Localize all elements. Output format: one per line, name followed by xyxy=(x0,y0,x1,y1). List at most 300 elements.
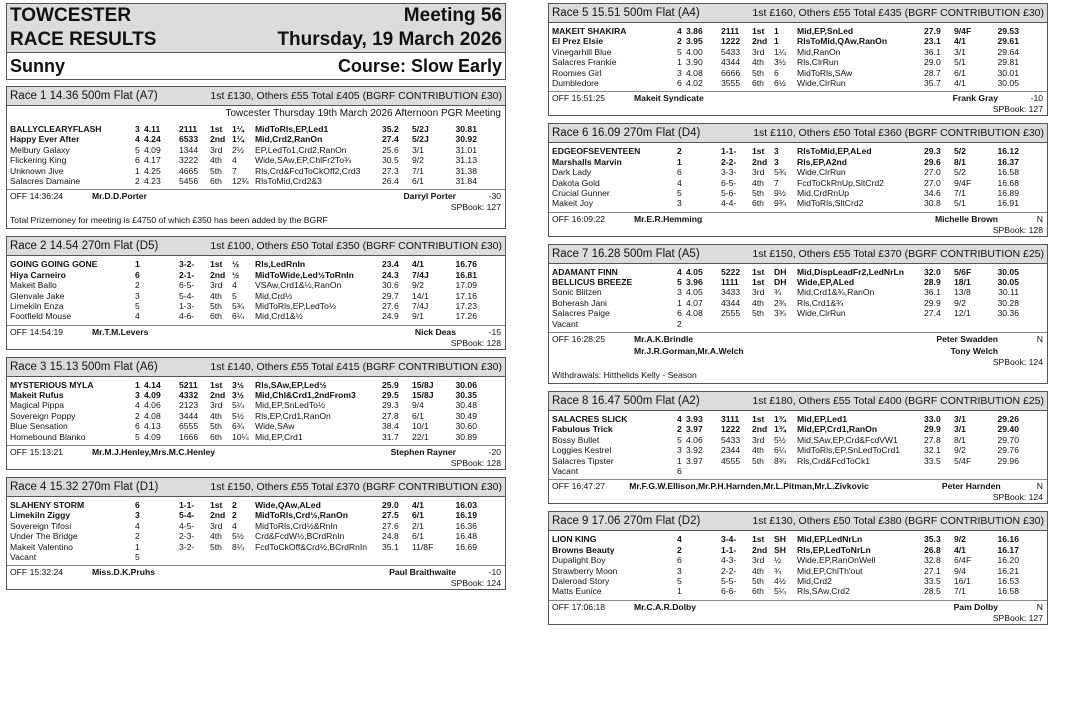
runner-time: 31.84 xyxy=(455,175,477,186)
runner-weight xyxy=(686,566,721,576)
runner-sp: 5/6F xyxy=(954,266,972,277)
runner-sp: 3/1 xyxy=(954,424,966,435)
runner-trap: 5 xyxy=(135,300,140,311)
runner-trap: 6 xyxy=(677,308,682,319)
runner-distance: ½ xyxy=(232,259,240,270)
runner-sectionals: 4344 xyxy=(721,57,741,68)
off-time: OFF 17:06:18 xyxy=(552,601,606,612)
runner-trap: 6 xyxy=(135,421,140,432)
runner-finish: 3rd xyxy=(752,46,765,57)
runner-row xyxy=(10,259,502,269)
forecast: -10 xyxy=(488,567,501,578)
runner-sectionals: 1-1- xyxy=(721,544,737,555)
runner-distance: 2 xyxy=(232,500,237,511)
spbook: SPBook: 128 xyxy=(450,337,501,348)
runner-distance: 9½ xyxy=(774,187,786,198)
runner-finish: 1st xyxy=(752,414,765,425)
runner-time: 30.05 xyxy=(997,266,1019,277)
runner-name: SLAHENY STORM xyxy=(10,500,85,511)
runner-name: Browns Beauty xyxy=(552,544,615,555)
race-header xyxy=(549,512,1047,531)
runner-name: BELLICUS BREEZE xyxy=(552,277,633,288)
runner-list xyxy=(549,143,1047,208)
runner-distance: 3¾ xyxy=(774,308,786,319)
runner-distance: 6¼ xyxy=(774,445,786,456)
runner-row xyxy=(10,521,502,531)
runner-distance xyxy=(774,466,797,476)
runner-row xyxy=(10,291,502,301)
runner-row xyxy=(10,552,502,562)
runner-weight xyxy=(144,311,179,321)
runner-trap: 1 xyxy=(677,455,682,466)
runner-sectionals: 1344 xyxy=(179,144,199,155)
runner-remarks: Crd&FcdW½,BCrdRnIn xyxy=(255,531,345,542)
off-time: OFF 14:36:24 xyxy=(10,191,64,202)
runner-time: 30.92 xyxy=(455,134,477,145)
runner-trap: 2 xyxy=(135,410,140,421)
runner-sp: 5/2J xyxy=(412,134,429,145)
runner-weight xyxy=(686,188,721,198)
runner-distance: 8¼ xyxy=(232,541,244,552)
runner-name: GOING GOING GONE xyxy=(10,259,98,270)
runner-weight xyxy=(686,466,721,476)
runner-sp: 9/2 xyxy=(412,280,424,291)
runner-row xyxy=(552,157,1044,167)
runner-row xyxy=(10,390,502,400)
runner-remarks: MidToRls,EP,Led1 xyxy=(255,124,329,134)
race-header xyxy=(7,358,505,377)
runner-finish xyxy=(752,466,774,476)
runner-sectionals xyxy=(179,552,210,562)
runner-finish: 2nd xyxy=(210,390,226,401)
runner-time: 16.37 xyxy=(997,156,1019,167)
runner-calc-time: 29.3 xyxy=(382,400,399,411)
runner-calc-time: 35.3 xyxy=(924,534,941,545)
runner-remarks: Mid,SAw,EP,Crd&FcdVW1 xyxy=(797,434,898,445)
runner-finish xyxy=(752,319,774,329)
race-note: Withdrawals: Hitthelids Kelly - Season xyxy=(552,370,697,381)
runner-row xyxy=(552,146,1044,156)
runner-trap: 1 xyxy=(677,156,682,167)
runner-sp: 5/2 xyxy=(954,167,966,178)
runner-weight xyxy=(144,291,179,301)
runner-list xyxy=(549,411,1047,476)
runner-distance: DH xyxy=(774,277,787,288)
forecast: N xyxy=(1036,334,1043,345)
runner-weight xyxy=(686,534,721,544)
race-card xyxy=(548,3,1048,116)
runner-row xyxy=(552,188,1044,198)
runner-sectionals: 5222 xyxy=(721,266,741,277)
runner-remarks: MidToRls,EP,LedTo½ xyxy=(255,300,337,311)
runner-trap: 4 xyxy=(135,134,140,145)
runner-name: Melbury Galaxy xyxy=(10,144,70,155)
runner-sp: 4/1 xyxy=(954,36,966,47)
runner-weight xyxy=(686,157,721,167)
off-row-2 xyxy=(549,345,1047,357)
runner-remarks: Wide,SAw,EP,ChlFr2To¾ xyxy=(255,155,352,166)
trainer: Mr.C.A.R.Dolby xyxy=(634,601,697,612)
runner-sectionals: 3-2- xyxy=(179,259,195,270)
runner-sectionals: 3-2- xyxy=(179,541,195,552)
runner-weight: 4.09 xyxy=(144,390,161,401)
runner-trap: 6 xyxy=(677,555,682,566)
runner-sp: 5/1 xyxy=(954,57,966,68)
race-card xyxy=(6,86,506,229)
runner-time: 16.36 xyxy=(455,520,477,531)
runner-remarks: Rls,EP,A2nd xyxy=(797,156,847,167)
runner-name: Daleroad Story xyxy=(552,575,610,586)
runner-sp: 22/1 xyxy=(412,431,429,442)
runner-finish: 1st xyxy=(752,534,765,545)
runner-sectionals: 4-5- xyxy=(179,520,195,531)
runner-calc-time: 35.7 xyxy=(924,77,941,88)
runner-weight: 3.95 xyxy=(686,36,703,47)
runner-finish: 4th xyxy=(752,297,764,308)
runner-distance: 7 xyxy=(774,177,779,188)
runner-calc-time: 32.8 xyxy=(924,555,941,566)
runner-weight: 4.06 xyxy=(686,434,703,445)
race-title: Race 7 16.28 500m Flat (A5) xyxy=(552,247,700,260)
spbook: SPBook: 127 xyxy=(450,202,501,213)
runner-row xyxy=(10,280,502,290)
runner-time: 16.81 xyxy=(455,269,477,280)
runner-name: Matts Eunice xyxy=(552,586,602,597)
runner-trap: 3 xyxy=(135,124,140,134)
grader: Nick Deas xyxy=(414,326,456,337)
runner-time: 16.89 xyxy=(997,187,1019,198)
runner-sp: 9/2 xyxy=(954,445,966,456)
runner-trap: 2 xyxy=(677,424,682,435)
runner-sp: 9/4 xyxy=(412,400,424,411)
runner-calc-time: 33.5 xyxy=(924,575,941,586)
runner-sectionals: 6-6- xyxy=(721,586,737,597)
runner-distance: 2½ xyxy=(232,144,244,155)
runner-calc-time: 29.7 xyxy=(382,290,399,301)
runner-sectionals: 2123 xyxy=(179,400,199,411)
runner-calc-time: 23.1 xyxy=(924,36,941,47)
runner-sectionals: 2111 xyxy=(721,26,740,36)
runner-time: 29.81 xyxy=(997,57,1019,68)
runner-sp: 9/2 xyxy=(954,534,966,545)
runner-list xyxy=(549,23,1047,88)
spbook: SPBook: 124 xyxy=(450,578,501,589)
spbook: SPBook: 127 xyxy=(992,104,1043,115)
runner-weight: 4.08 xyxy=(686,67,703,78)
runner-weight: 4.09 xyxy=(144,144,161,155)
runner-calc-time: 27.0 xyxy=(924,167,941,178)
left-races xyxy=(6,86,506,590)
runner-remarks: VSAw,Crd1&½,RanOn xyxy=(255,280,342,291)
runner-row xyxy=(552,167,1044,177)
runner-name: Dakota Gold xyxy=(552,177,600,188)
runner-calc-time xyxy=(924,466,954,476)
runner-name: Salacres Damaine xyxy=(10,175,81,186)
runner-trap: 4 xyxy=(677,26,682,36)
runner-sectionals: 2555 xyxy=(721,308,741,319)
runner-name: Flickering King xyxy=(10,155,67,166)
runner-time: 30.05 xyxy=(997,77,1019,88)
runner-remarks: RlsToMid,QAw,RanOn xyxy=(797,36,888,47)
runner-trap: 5 xyxy=(677,46,682,57)
runner-weight: 4.09 xyxy=(144,431,161,442)
runner-remarks: Mid,Chl&Crd1,2ndFrom3 xyxy=(255,390,356,401)
runner-distance: 3½ xyxy=(774,57,786,68)
track-title: TOWCESTER xyxy=(10,5,132,26)
runner-remarks: Wide,EP,RanOnWell xyxy=(797,555,876,566)
race-prize: 1st £180, Others £55 Total £400 (BGRF CONTRIBUTION £25) xyxy=(752,395,1044,408)
runner-weight: 4.11 xyxy=(144,124,161,134)
runner-time: 30.06 xyxy=(455,379,477,390)
runner-calc-time: 27.6 xyxy=(382,300,399,311)
runner-remarks xyxy=(255,552,382,562)
runner-finish: 1st xyxy=(210,259,223,270)
runner-sectionals: 2111 xyxy=(179,124,198,134)
runner-trap: 4 xyxy=(677,177,682,188)
runner-trap: 3 xyxy=(677,287,682,298)
runner-remarks: Mid,EP,SnLed xyxy=(797,26,854,36)
runner-time xyxy=(989,319,1019,329)
runner-remarks xyxy=(797,466,924,476)
header-row-1 xyxy=(7,4,505,28)
grader-2: Tony Welch xyxy=(950,346,998,357)
runner-remarks: Mid,Crd2,RanOn xyxy=(255,134,323,145)
runner-finish: 5th xyxy=(210,421,222,432)
runner-finish: 1st xyxy=(210,124,223,134)
forecast-spacer xyxy=(998,345,1043,357)
runner-distance: 3½ xyxy=(232,379,244,390)
runner-name: Dumbledore xyxy=(552,77,599,88)
runner-finish: 4th xyxy=(210,155,222,166)
runner-calc-time xyxy=(924,319,954,329)
runner-remarks: Rls,SAw,Crd2 xyxy=(797,586,850,597)
runner-sectionals: 3555 xyxy=(721,77,741,88)
runner-row xyxy=(552,576,1044,586)
runner-name: El Prez Elsie xyxy=(552,36,604,47)
runner-trap: 4 xyxy=(135,520,140,531)
runner-time: 16.58 xyxy=(997,167,1019,178)
runner-trap: 3 xyxy=(135,510,140,521)
runner-weight xyxy=(144,500,179,510)
runner-sectionals: 1222 xyxy=(721,36,741,47)
runner-row xyxy=(552,36,1044,46)
runner-calc-time: 27.9 xyxy=(924,26,941,36)
runner-calc-time: 24.3 xyxy=(382,269,399,280)
runner-time: 29.26 xyxy=(997,414,1019,425)
runner-row xyxy=(552,414,1044,424)
runner-calc-time: 27.8 xyxy=(382,410,399,421)
runner-row xyxy=(10,411,502,421)
runner-weight: 4.06 xyxy=(144,400,161,411)
runner-remarks: Mid,EP,SnLedTo½ xyxy=(255,400,326,411)
runner-trap: 1 xyxy=(135,379,140,390)
runner-trap: 6 xyxy=(677,465,682,476)
runner-name: Limekiln Enza xyxy=(10,300,64,311)
off-row xyxy=(7,326,505,338)
runner-remarks: RlsToMid,Crd2&3 xyxy=(255,175,322,186)
runner-sectionals: 4344 xyxy=(721,297,741,308)
left-column xyxy=(6,3,506,597)
runner-row xyxy=(10,155,502,165)
runner-name: Homebound Blanko xyxy=(10,431,86,442)
runner-time: 30.49 xyxy=(455,410,477,421)
race-header xyxy=(7,478,505,497)
runner-distance: 2 xyxy=(232,510,237,521)
runner-distance: 7 xyxy=(232,165,237,176)
runner-finish: 5th xyxy=(752,308,764,319)
runner-row xyxy=(552,534,1044,544)
runner-trap: 3 xyxy=(677,445,682,456)
runner-time: 29.64 xyxy=(997,46,1019,57)
runner-distance: 1 xyxy=(774,26,779,36)
runner-calc-time: 36.1 xyxy=(924,46,941,57)
race-title: Race 9 17.06 270m Flat (D2) xyxy=(552,515,701,528)
trainer: Makeit Syndicate xyxy=(634,93,704,104)
off-time: OFF 15:13:21 xyxy=(10,447,64,458)
runner-row xyxy=(552,456,1044,466)
runner-time xyxy=(447,552,477,562)
runner-sp: 6/1 xyxy=(954,67,966,78)
runner-name: Vacant xyxy=(10,551,37,562)
runner-weight: 4.24 xyxy=(144,134,161,145)
runner-name: Loggies Kestrel xyxy=(552,445,612,456)
runner-distance: 1 xyxy=(774,36,779,47)
race-title: Race 6 16.09 270m Flat (D4) xyxy=(552,127,701,140)
runner-finish: 3rd xyxy=(752,167,765,178)
runner-finish: 6th xyxy=(752,77,764,88)
runner-weight: 4.02 xyxy=(686,77,703,88)
runner-sp: 3/1 xyxy=(954,46,966,57)
runner-name: Makeit Joy xyxy=(552,198,594,209)
runner-finish: 1st xyxy=(210,379,223,390)
runner-trap: 3 xyxy=(135,390,140,401)
runner-time: 30.01 xyxy=(997,67,1019,78)
runner-trap: 2 xyxy=(135,531,140,542)
runner-sectionals: 4555 xyxy=(721,455,741,466)
forecast: N xyxy=(1036,481,1043,492)
runner-calc-time: 27.8 xyxy=(924,434,941,445)
runner-weight xyxy=(686,576,721,586)
runner-name: Marshalls Marvin xyxy=(552,156,622,167)
runner-calc-time: 25.6 xyxy=(382,144,399,155)
off-row xyxy=(549,333,1047,345)
race-prize: 1st £150, Others £55 Total £370 (BGRF CONTRIBUTION £25) xyxy=(752,247,1044,260)
runner-time: 17.23 xyxy=(455,300,477,311)
runner-sp: 10/1 xyxy=(412,421,429,432)
runner-finish xyxy=(210,552,232,562)
runner-row xyxy=(552,198,1044,208)
runner-trap: 5 xyxy=(677,434,682,445)
runner-finish: 4th xyxy=(752,445,764,456)
runner-distance: 1¼ xyxy=(774,46,786,57)
runner-sp: 9/1 xyxy=(412,311,424,322)
runner-remarks: Rls,Crd&FcdToCk1 xyxy=(797,455,871,466)
runner-distance: ¾ xyxy=(774,565,782,576)
runner-calc-time: 27.6 xyxy=(382,520,399,531)
off-row xyxy=(549,92,1047,104)
runner-name: Salacres Paige xyxy=(552,308,610,319)
grader: Darryl Porter xyxy=(403,191,456,202)
runner-name: SALACRES SLICK xyxy=(552,414,628,425)
runner-remarks: Rls,Crd&FcdToCkOff2,Crd3 xyxy=(255,165,361,176)
right-races xyxy=(548,3,1048,625)
runner-trap: 1 xyxy=(135,259,140,270)
runner-sectionals: 5433 xyxy=(721,46,741,57)
runner-distance: 5½ xyxy=(232,410,244,421)
runner-name: Sonic Blitzen xyxy=(552,287,602,298)
runner-sp: 8/1 xyxy=(954,156,966,167)
runner-sp: 7/1 xyxy=(412,165,424,176)
runner-finish: 3rd xyxy=(210,520,223,531)
runner-trap: 5 xyxy=(135,144,140,155)
runner-sectionals: 2344 xyxy=(721,445,741,456)
runner-name: Bossy Bullet xyxy=(552,434,600,445)
runner-calc-time: 25.9 xyxy=(382,379,399,390)
runner-finish: 1st xyxy=(752,26,765,36)
runner-sp: 18/1 xyxy=(954,277,971,288)
runner-weight xyxy=(144,301,179,311)
runner-trap: 6 xyxy=(135,269,140,280)
runner-row xyxy=(552,287,1044,297)
runner-time: 16.12 xyxy=(997,146,1019,157)
runner-distance: ¾ xyxy=(774,287,782,298)
runner-sectionals: 5-5- xyxy=(721,575,737,586)
runner-calc-time: 27.3 xyxy=(382,165,399,176)
runner-distance: 6 xyxy=(774,67,779,78)
runner-calc-time: 24.9 xyxy=(382,311,399,322)
runner-weight xyxy=(144,531,179,541)
runner-time: 16.69 xyxy=(455,541,477,552)
off-row xyxy=(549,213,1047,225)
runner-name: Unknown Jive xyxy=(10,165,64,176)
runner-time: 29.70 xyxy=(997,434,1019,445)
runner-remarks: MidToRls,Crd½,RanOn xyxy=(255,510,348,521)
runner-calc-time: 36.1 xyxy=(924,287,941,298)
runner-name: Blue Sensation xyxy=(10,421,68,432)
spbook: SPBook: 128 xyxy=(450,458,501,469)
runner-trap: 4 xyxy=(677,266,682,277)
runner-finish: 6th xyxy=(752,586,764,597)
runner-time: 16.48 xyxy=(455,531,477,542)
runner-sectionals: 6555 xyxy=(179,421,199,432)
runner-weight: 4.05 xyxy=(686,287,703,298)
runner-sp: 11/8F xyxy=(412,541,434,552)
runner-distance: 10¼ xyxy=(232,431,249,442)
runner-calc-time: 27.4 xyxy=(924,308,941,319)
runner-name: Dupalight Boy xyxy=(552,555,606,566)
runner-sp: 7/4J xyxy=(412,269,429,280)
runner-weight: 4.08 xyxy=(144,410,161,421)
runner-time: 17.16 xyxy=(455,290,477,301)
runner-weight: 3.92 xyxy=(686,445,703,456)
runner-remarks: Mid,Crd½ xyxy=(255,290,293,301)
runner-remarks: Rls,EP,LedToNrLn xyxy=(797,544,871,555)
runner-sp: 6/1 xyxy=(412,175,424,186)
trainer-2: Mr.J.R.Gorman,Mr.A.Welch xyxy=(634,346,744,357)
runner-row xyxy=(552,308,1044,318)
runner-name: Crucial Gunner xyxy=(552,187,610,198)
off-time: OFF 14:54:19 xyxy=(10,326,64,337)
race-prize: 1st £150, Others £55 Total £370 (BGRF CONTRIBUTION £30) xyxy=(210,481,502,494)
runner-finish: 4th xyxy=(752,565,764,576)
runner-sp: 9/4 xyxy=(954,565,966,576)
runner-trap: 3 xyxy=(677,198,682,209)
runner-name: Dark Lady xyxy=(552,167,592,178)
runner-calc-time: 24.8 xyxy=(382,531,399,542)
off-row xyxy=(7,190,505,202)
runner-finish: 6th xyxy=(752,198,764,209)
runner-calc-time: 30.8 xyxy=(924,198,941,209)
